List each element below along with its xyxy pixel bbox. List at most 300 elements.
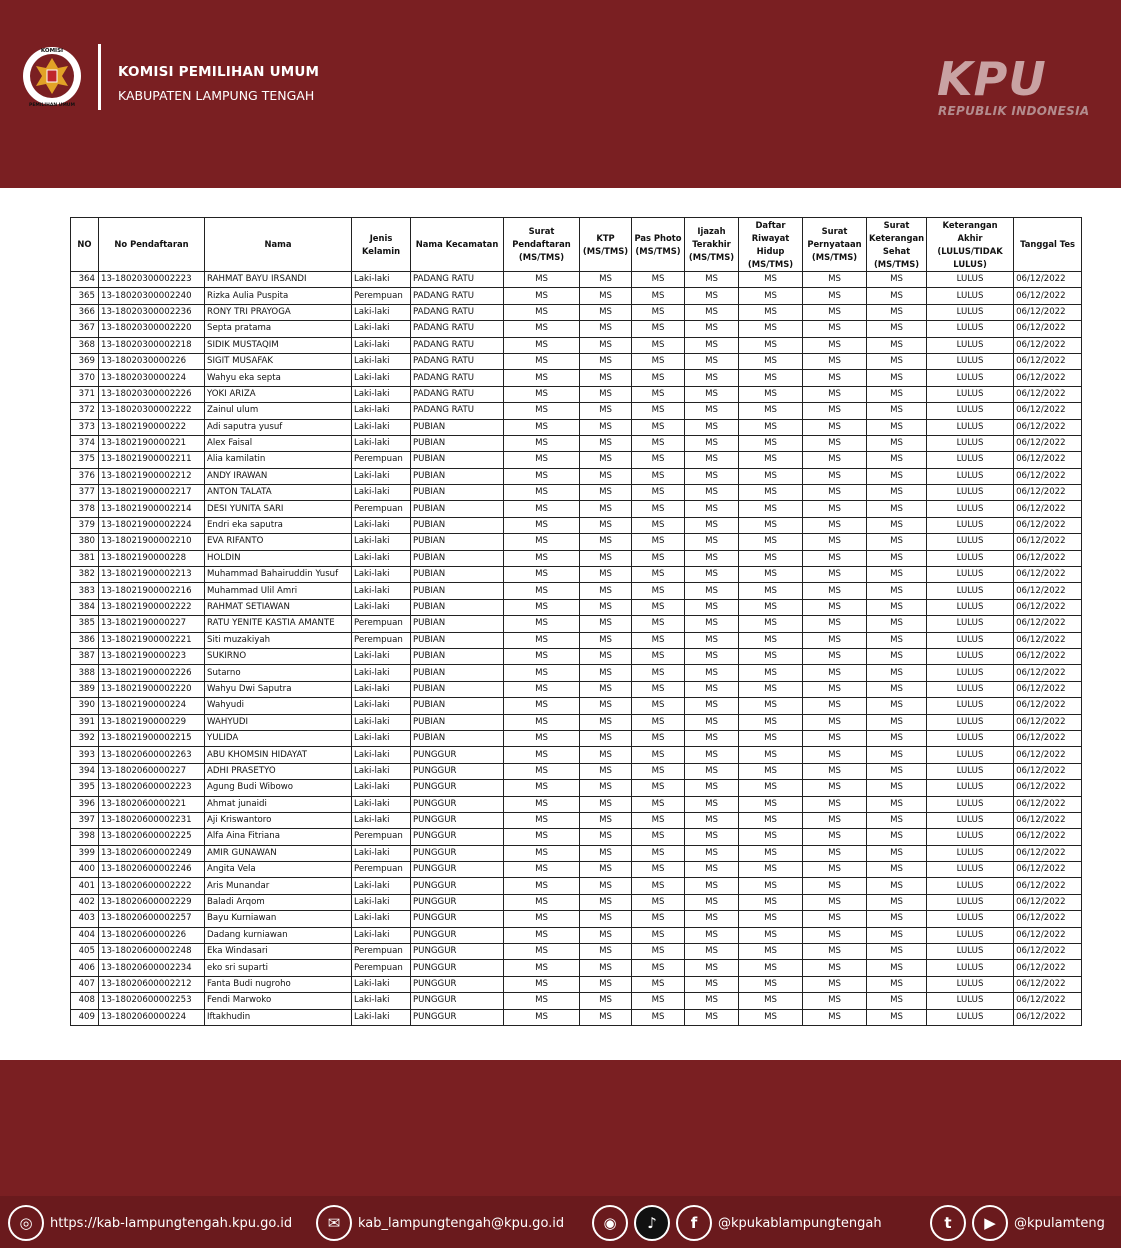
- cell-jenis-kelamin: Laki-laki: [352, 321, 411, 337]
- cell-jenis-kelamin: Laki-laki: [352, 370, 411, 386]
- table-row: [71, 993, 1082, 1009]
- cell-no: 398: [71, 829, 99, 845]
- cell-kecamatan: PADANG RATU: [411, 321, 504, 337]
- col-header-keterangan-akhir: Keterangan Akhir (LULUS/TIDAK LULUS): [927, 218, 1014, 272]
- cell-surat-sehat: MS: [867, 648, 927, 664]
- cell-ijazah: MS: [685, 730, 739, 746]
- cell-jenis-kelamin: Laki-laki: [352, 730, 411, 746]
- cell-kecamatan: PUNGGUR: [411, 976, 504, 992]
- cell-no-pendaftaran: 13-1802190000224: [99, 698, 205, 714]
- org-name: KOMISI PEMILIHAN UMUM: [118, 64, 320, 80]
- cell-surat-pendaftaran: MS: [504, 599, 580, 615]
- cell-tanggal-tes: 06/12/2022: [1014, 534, 1082, 550]
- cell-surat-pendaftaran: MS: [504, 714, 580, 730]
- cell-ktp: MS: [580, 599, 632, 615]
- cell-surat-sehat: MS: [867, 927, 927, 943]
- cell-kecamatan: PADANG RATU: [411, 304, 504, 320]
- cell-jenis-kelamin: Perempuan: [352, 288, 411, 304]
- cell-nama: YULIDA: [205, 730, 352, 746]
- cell-kecamatan: PUNGGUR: [411, 944, 504, 960]
- cell-surat-pernyataan: MS: [803, 927, 867, 943]
- cell-riwayat-hidup: MS: [739, 304, 803, 320]
- cell-no: 390: [71, 698, 99, 714]
- cell-surat-sehat: MS: [867, 911, 927, 927]
- cell-surat-pendaftaran: MS: [504, 829, 580, 845]
- cell-nama: Zainul ulum: [205, 403, 352, 419]
- cell-ijazah: MS: [685, 976, 739, 992]
- cell-keterangan-akhir: LULUS: [927, 435, 1014, 451]
- cell-surat-pernyataan: MS: [803, 747, 867, 763]
- table-row: [71, 288, 1082, 304]
- cell-surat-sehat: MS: [867, 386, 927, 402]
- cell-nama: ADHI PRASETYO: [205, 763, 352, 779]
- cell-ijazah: MS: [685, 288, 739, 304]
- cell-ktp: MS: [580, 894, 632, 910]
- cell-keterangan-akhir: LULUS: [927, 485, 1014, 501]
- cell-ktp: MS: [580, 567, 632, 583]
- cell-surat-pernyataan: MS: [803, 714, 867, 730]
- cell-nama: Siti muzakiyah: [205, 632, 352, 648]
- cell-surat-sehat: MS: [867, 370, 927, 386]
- cell-tanggal-tes: 06/12/2022: [1014, 878, 1082, 894]
- cell-surat-pendaftaran: MS: [504, 927, 580, 943]
- cell-surat-sehat: MS: [867, 616, 927, 632]
- twitter-handle[interactable]: @kpulamteng: [1014, 1215, 1105, 1231]
- footer-social[interactable]: [592, 1210, 882, 1236]
- cell-ktp: MS: [580, 550, 632, 566]
- cell-ktp: MS: [580, 698, 632, 714]
- cell-keterangan-akhir: LULUS: [927, 370, 1014, 386]
- cell-nama: Baladi Arqom: [205, 894, 352, 910]
- cell-surat-pernyataan: MS: [803, 419, 867, 435]
- cell-surat-pernyataan: MS: [803, 517, 867, 533]
- cell-riwayat-hidup: MS: [739, 911, 803, 927]
- table-row: [71, 976, 1082, 992]
- table-row: [71, 648, 1082, 664]
- table-row: [71, 632, 1082, 648]
- cell-kecamatan: PUBIAN: [411, 648, 504, 664]
- cell-kecamatan: PUNGGUR: [411, 878, 504, 894]
- cell-surat-pendaftaran: MS: [504, 698, 580, 714]
- col-header-nama-kecamatan: Nama Kecamatan: [411, 218, 504, 272]
- cell-no: 388: [71, 665, 99, 681]
- cell-surat-pendaftaran: MS: [504, 780, 580, 796]
- cell-surat-pendaftaran: MS: [504, 485, 580, 501]
- cell-jenis-kelamin: Laki-laki: [352, 419, 411, 435]
- cell-ijazah: MS: [685, 878, 739, 894]
- cell-no-pendaftaran: 13-18021900002221: [99, 632, 205, 648]
- cell-no-pendaftaran: 13-18020300002220: [99, 321, 205, 337]
- cell-ijazah: MS: [685, 911, 739, 927]
- cell-keterangan-akhir: LULUS: [927, 534, 1014, 550]
- cell-pas-photo: MS: [632, 698, 685, 714]
- cell-nama: eko sri suparti: [205, 960, 352, 976]
- cell-ktp: MS: [580, 796, 632, 812]
- cell-ijazah: MS: [685, 485, 739, 501]
- cell-ijazah: MS: [685, 550, 739, 566]
- cell-surat-sehat: MS: [867, 747, 927, 763]
- cell-riwayat-hidup: MS: [739, 648, 803, 664]
- cell-jenis-kelamin: Laki-laki: [352, 304, 411, 320]
- table-row: [71, 272, 1082, 288]
- cell-surat-pernyataan: MS: [803, 698, 867, 714]
- cell-surat-pernyataan: MS: [803, 534, 867, 550]
- cell-surat-pendaftaran: MS: [504, 550, 580, 566]
- cell-surat-pendaftaran: MS: [504, 501, 580, 517]
- cell-riwayat-hidup: MS: [739, 747, 803, 763]
- cell-surat-sehat: MS: [867, 894, 927, 910]
- cell-keterangan-akhir: LULUS: [927, 468, 1014, 484]
- cell-keterangan-akhir: LULUS: [927, 403, 1014, 419]
- cell-ijazah: MS: [685, 403, 739, 419]
- cell-keterangan-akhir: LULUS: [927, 419, 1014, 435]
- cell-no-pendaftaran: 13-18021900002211: [99, 452, 205, 468]
- cell-pas-photo: MS: [632, 648, 685, 664]
- kpu-brand-mark: KPU: [937, 52, 1047, 106]
- youtube-icon[interactable]: ▶: [972, 1205, 1008, 1241]
- cell-surat-sehat: MS: [867, 730, 927, 746]
- cell-tanggal-tes: 06/12/2022: [1014, 370, 1082, 386]
- cell-no-pendaftaran: 13-1802190000229: [99, 714, 205, 730]
- footer-twitter-youtube[interactable]: [930, 1210, 1105, 1236]
- table-row: [71, 829, 1082, 845]
- cell-surat-pernyataan: MS: [803, 960, 867, 976]
- cell-no-pendaftaran: 13-1802190000222: [99, 419, 205, 435]
- cell-keterangan-akhir: LULUS: [927, 927, 1014, 943]
- cell-no: 405: [71, 944, 99, 960]
- cell-no-pendaftaran: 13-18021900002215: [99, 730, 205, 746]
- cell-surat-pernyataan: MS: [803, 862, 867, 878]
- cell-nama: Wahyu Dwi Saputra: [205, 681, 352, 697]
- cell-pas-photo: MS: [632, 272, 685, 288]
- cell-riwayat-hidup: MS: [739, 321, 803, 337]
- cell-ijazah: MS: [685, 698, 739, 714]
- cell-ktp: MS: [580, 485, 632, 501]
- cell-pas-photo: MS: [632, 534, 685, 550]
- results-table-container: [70, 217, 1082, 1026]
- cell-pas-photo: MS: [632, 927, 685, 943]
- svg-text:KOMISI: KOMISI: [40, 48, 64, 54]
- cell-nama: Fendi Marwoko: [205, 993, 352, 1009]
- footer-website[interactable]: [8, 1210, 292, 1236]
- cell-nama: SIGIT MUSAFAK: [205, 353, 352, 369]
- cell-surat-pernyataan: MS: [803, 894, 867, 910]
- cell-tanggal-tes: 06/12/2022: [1014, 812, 1082, 828]
- cell-nama: Fanta Budi nugroho: [205, 976, 352, 992]
- cell-nama: RONY TRI PRAYOGA: [205, 304, 352, 320]
- cell-surat-sehat: MS: [867, 698, 927, 714]
- cell-kecamatan: PUNGGUR: [411, 911, 504, 927]
- cell-no: 377: [71, 485, 99, 501]
- cell-surat-sehat: MS: [867, 763, 927, 779]
- cell-keterangan-akhir: LULUS: [927, 288, 1014, 304]
- cell-keterangan-akhir: LULUS: [927, 632, 1014, 648]
- cell-riwayat-hidup: MS: [739, 468, 803, 484]
- cell-no: 366: [71, 304, 99, 320]
- cell-surat-pendaftaran: MS: [504, 304, 580, 320]
- cell-ktp: MS: [580, 321, 632, 337]
- cell-keterangan-akhir: LULUS: [927, 583, 1014, 599]
- cell-kecamatan: PUNGGUR: [411, 763, 504, 779]
- cell-ktp: MS: [580, 353, 632, 369]
- cell-jenis-kelamin: Perempuan: [352, 452, 411, 468]
- cell-surat-pernyataan: MS: [803, 1009, 867, 1025]
- cell-ktp: MS: [580, 780, 632, 796]
- cell-no: 386: [71, 632, 99, 648]
- cell-ktp: MS: [580, 386, 632, 402]
- cell-nama: YOKI ARIZA: [205, 386, 352, 402]
- cell-riwayat-hidup: MS: [739, 763, 803, 779]
- cell-jenis-kelamin: Laki-laki: [352, 993, 411, 1009]
- table-row: [71, 878, 1082, 894]
- cell-surat-sehat: MS: [867, 599, 927, 615]
- cell-surat-sehat: MS: [867, 517, 927, 533]
- cell-riwayat-hidup: MS: [739, 272, 803, 288]
- cell-ijazah: MS: [685, 845, 739, 861]
- cell-pas-photo: MS: [632, 435, 685, 451]
- table-row: [71, 763, 1082, 779]
- cell-surat-pendaftaran: MS: [504, 534, 580, 550]
- cell-riwayat-hidup: MS: [739, 944, 803, 960]
- cell-keterangan-akhir: LULUS: [927, 304, 1014, 320]
- cell-tanggal-tes: 06/12/2022: [1014, 501, 1082, 517]
- cell-kecamatan: PUNGGUR: [411, 829, 504, 845]
- cell-ijazah: MS: [685, 681, 739, 697]
- table-row: [71, 780, 1082, 796]
- tiktok-icon[interactable]: ♪: [634, 1205, 670, 1241]
- table-header-row: [71, 218, 1082, 272]
- cell-pas-photo: MS: [632, 665, 685, 681]
- cell-ktp: MS: [580, 517, 632, 533]
- cell-surat-pendaftaran: MS: [504, 812, 580, 828]
- cell-riwayat-hidup: MS: [739, 534, 803, 550]
- table-row: [71, 452, 1082, 468]
- cell-pas-photo: MS: [632, 517, 685, 533]
- cell-kecamatan: PADANG RATU: [411, 337, 504, 353]
- cell-riwayat-hidup: MS: [739, 780, 803, 796]
- table-row: [71, 796, 1082, 812]
- cell-tanggal-tes: 06/12/2022: [1014, 1009, 1082, 1025]
- cell-no-pendaftaran: 13-18021900002212: [99, 468, 205, 484]
- table-row: [71, 599, 1082, 615]
- cell-keterangan-akhir: LULUS: [927, 845, 1014, 861]
- cell-kecamatan: PUNGGUR: [411, 747, 504, 763]
- cell-surat-pendaftaran: MS: [504, 976, 580, 992]
- cell-surat-pernyataan: MS: [803, 763, 867, 779]
- cell-jenis-kelamin: Laki-laki: [352, 681, 411, 697]
- table-row: [71, 435, 1082, 451]
- cell-kecamatan: PUBIAN: [411, 501, 504, 517]
- col-header-ijazah: Ijazah Terakhir (MS/TMS): [685, 218, 739, 272]
- cell-nama: SIDIK MUSTAQIM: [205, 337, 352, 353]
- cell-keterangan-akhir: LULUS: [927, 780, 1014, 796]
- cell-surat-pernyataan: MS: [803, 632, 867, 648]
- cell-no-pendaftaran: 13-18020600002253: [99, 993, 205, 1009]
- cell-tanggal-tes: 06/12/2022: [1014, 304, 1082, 320]
- footer-email[interactable]: [316, 1210, 564, 1236]
- website-link[interactable]: https://kab-lampungtengah.kpu.go.id: [50, 1215, 293, 1231]
- instagram-icon[interactable]: ◉: [592, 1205, 628, 1241]
- cell-nama: Septa pratama: [205, 321, 352, 337]
- cell-surat-sehat: MS: [867, 812, 927, 828]
- cell-jenis-kelamin: Laki-laki: [352, 337, 411, 353]
- cell-surat-pendaftaran: MS: [504, 944, 580, 960]
- cell-kecamatan: PUBIAN: [411, 534, 504, 550]
- cell-ijazah: MS: [685, 927, 739, 943]
- cell-nama: EVA RIFANTO: [205, 534, 352, 550]
- cell-no: 372: [71, 403, 99, 419]
- cell-ijazah: MS: [685, 993, 739, 1009]
- table-row: [71, 304, 1082, 320]
- cell-surat-sehat: MS: [867, 534, 927, 550]
- table-row: [71, 517, 1082, 533]
- cell-no-pendaftaran: 13-18021900002213: [99, 567, 205, 583]
- cell-surat-sehat: MS: [867, 665, 927, 681]
- cell-surat-pernyataan: MS: [803, 845, 867, 861]
- cell-surat-pernyataan: MS: [803, 468, 867, 484]
- cell-tanggal-tes: 06/12/2022: [1014, 763, 1082, 779]
- cell-pas-photo: MS: [632, 780, 685, 796]
- email-link[interactable]: kab_lampungtengah@kpu.go.id: [358, 1215, 565, 1231]
- cell-surat-pernyataan: MS: [803, 829, 867, 845]
- cell-surat-pernyataan: MS: [803, 976, 867, 992]
- cell-keterangan-akhir: LULUS: [927, 976, 1014, 992]
- cell-surat-pernyataan: MS: [803, 648, 867, 664]
- cell-no-pendaftaran: 13-1802060000226: [99, 927, 205, 943]
- cell-no: 369: [71, 353, 99, 369]
- table-row: [71, 894, 1082, 910]
- cell-ijazah: MS: [685, 386, 739, 402]
- cell-pas-photo: MS: [632, 452, 685, 468]
- cell-no: 367: [71, 321, 99, 337]
- cell-surat-pernyataan: MS: [803, 435, 867, 451]
- cell-no: 364: [71, 272, 99, 288]
- cell-ktp: MS: [580, 632, 632, 648]
- cell-keterangan-akhir: LULUS: [927, 763, 1014, 779]
- cell-pas-photo: MS: [632, 845, 685, 861]
- col-header-ktp: KTP (MS/TMS): [580, 218, 632, 272]
- cell-tanggal-tes: 06/12/2022: [1014, 665, 1082, 681]
- cell-pas-photo: MS: [632, 763, 685, 779]
- twitter-icon[interactable]: t: [930, 1205, 966, 1241]
- cell-surat-sehat: MS: [867, 780, 927, 796]
- social-handle[interactable]: @kpukablampungtengah: [718, 1215, 882, 1231]
- cell-no: 409: [71, 1009, 99, 1025]
- mail-icon: ✉: [316, 1205, 352, 1241]
- cell-tanggal-tes: 06/12/2022: [1014, 829, 1082, 845]
- cell-surat-pendaftaran: MS: [504, 763, 580, 779]
- facebook-icon[interactable]: f: [676, 1205, 712, 1241]
- cell-no-pendaftaran: 13-18020600002257: [99, 911, 205, 927]
- cell-surat-pendaftaran: MS: [504, 665, 580, 681]
- cell-no: 396: [71, 796, 99, 812]
- cell-no: 381: [71, 550, 99, 566]
- cell-jenis-kelamin: Laki-laki: [352, 714, 411, 730]
- cell-surat-pendaftaran: MS: [504, 796, 580, 812]
- cell-jenis-kelamin: Laki-laki: [352, 534, 411, 550]
- cell-kecamatan: PUBIAN: [411, 714, 504, 730]
- cell-no-pendaftaran: 13-18021900002220: [99, 681, 205, 697]
- cell-ijazah: MS: [685, 468, 739, 484]
- cell-no: 379: [71, 517, 99, 533]
- cell-pas-photo: MS: [632, 796, 685, 812]
- cell-tanggal-tes: 06/12/2022: [1014, 485, 1082, 501]
- cell-nama: SUKIRNO: [205, 648, 352, 664]
- table-row: [71, 534, 1082, 550]
- cell-pas-photo: MS: [632, 960, 685, 976]
- cell-pas-photo: MS: [632, 485, 685, 501]
- cell-kecamatan: PUBIAN: [411, 665, 504, 681]
- cell-jenis-kelamin: Laki-laki: [352, 567, 411, 583]
- cell-keterangan-akhir: LULUS: [927, 714, 1014, 730]
- cell-tanggal-tes: 06/12/2022: [1014, 944, 1082, 960]
- cell-no-pendaftaran: 13-18020300002236: [99, 304, 205, 320]
- cell-surat-pendaftaran: MS: [504, 911, 580, 927]
- cell-no: 387: [71, 648, 99, 664]
- cell-surat-pernyataan: MS: [803, 911, 867, 927]
- table-row: [71, 911, 1082, 927]
- cell-surat-pendaftaran: MS: [504, 272, 580, 288]
- cell-kecamatan: PUNGGUR: [411, 960, 504, 976]
- cell-riwayat-hidup: MS: [739, 337, 803, 353]
- cell-tanggal-tes: 06/12/2022: [1014, 452, 1082, 468]
- cell-ktp: MS: [580, 1009, 632, 1025]
- cell-no-pendaftaran: 13-1802060000227: [99, 763, 205, 779]
- cell-keterangan-akhir: LULUS: [927, 272, 1014, 288]
- cell-riwayat-hidup: MS: [739, 501, 803, 517]
- cell-surat-pernyataan: MS: [803, 403, 867, 419]
- cell-pas-photo: MS: [632, 288, 685, 304]
- cell-surat-sehat: MS: [867, 829, 927, 845]
- cell-pas-photo: MS: [632, 321, 685, 337]
- cell-nama: Wahyudi: [205, 698, 352, 714]
- cell-surat-pendaftaran: MS: [504, 403, 580, 419]
- col-header-no: NO: [71, 218, 99, 272]
- cell-surat-sehat: MS: [867, 337, 927, 353]
- cell-surat-pernyataan: MS: [803, 599, 867, 615]
- cell-surat-sehat: MS: [867, 845, 927, 861]
- cell-surat-pernyataan: MS: [803, 780, 867, 796]
- cell-keterangan-akhir: LULUS: [927, 321, 1014, 337]
- cell-kecamatan: PUNGGUR: [411, 927, 504, 943]
- cell-no-pendaftaran: 13-18021900002224: [99, 517, 205, 533]
- cell-no-pendaftaran: 13-18020600002249: [99, 845, 205, 861]
- cell-no: 375: [71, 452, 99, 468]
- cell-riwayat-hidup: MS: [739, 862, 803, 878]
- cell-riwayat-hidup: MS: [739, 288, 803, 304]
- cell-kecamatan: PADANG RATU: [411, 353, 504, 369]
- cell-surat-pendaftaran: MS: [504, 517, 580, 533]
- cell-keterangan-akhir: LULUS: [927, 862, 1014, 878]
- cell-riwayat-hidup: MS: [739, 976, 803, 992]
- cell-surat-sehat: MS: [867, 452, 927, 468]
- cell-riwayat-hidup: MS: [739, 583, 803, 599]
- cell-riwayat-hidup: MS: [739, 714, 803, 730]
- cell-jenis-kelamin: Laki-laki: [352, 468, 411, 484]
- cell-ijazah: MS: [685, 435, 739, 451]
- cell-no: 383: [71, 583, 99, 599]
- cell-pas-photo: MS: [632, 976, 685, 992]
- table-row: [71, 1009, 1082, 1025]
- cell-kecamatan: PUBIAN: [411, 599, 504, 615]
- cell-nama: DESI YUNITA SARI: [205, 501, 352, 517]
- cell-jenis-kelamin: Laki-laki: [352, 550, 411, 566]
- table-row: [71, 730, 1082, 746]
- cell-tanggal-tes: 06/12/2022: [1014, 272, 1082, 288]
- cell-pas-photo: MS: [632, 862, 685, 878]
- cell-keterangan-akhir: LULUS: [927, 452, 1014, 468]
- cell-no-pendaftaran: 13-1802190000223: [99, 648, 205, 664]
